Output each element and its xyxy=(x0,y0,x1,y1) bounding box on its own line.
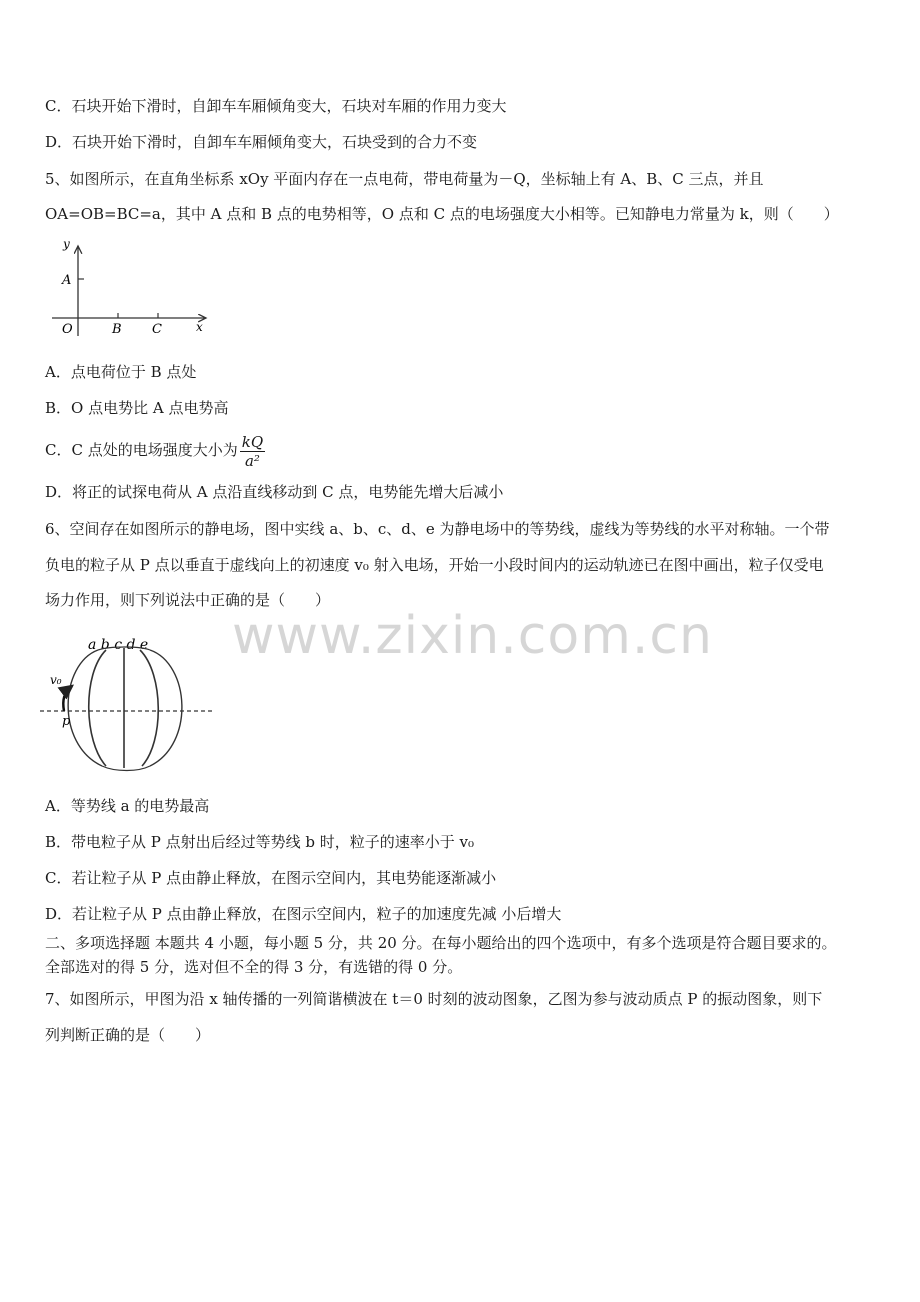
origin-label: O xyxy=(62,322,73,337)
q4-option-d: D．石块开始下滑时，自卸车车厢倾角变大，石块受到的合力不变 xyxy=(45,133,478,151)
q6-equipotential-figure xyxy=(40,634,215,772)
q5-stem-line1: 5、如图所示，在直角坐标系 xOy 平面内存在一点电荷，带电荷量为－Q，坐标轴上有 A、B、C 三点，并且 xyxy=(45,170,764,188)
q5-option-c xyxy=(45,428,265,472)
point-b-label: B xyxy=(112,322,122,337)
y-axis-label: y xyxy=(63,237,70,251)
fraction-numerator: kQ xyxy=(241,432,264,451)
q6-stem-line3: 场力作用，则下列说法中正确的是（ ） xyxy=(45,591,331,609)
q5-option-d: D．将正的试探电荷从 A 点沿直线移动到 C 点，电势能先增大后减小 xyxy=(45,483,504,501)
equipotential-labels: a b c d e xyxy=(88,637,149,653)
equipotential-d xyxy=(140,650,158,766)
point-p-label: p xyxy=(62,714,71,729)
q4-option-c: C．石块开始下滑时，自卸车车厢倾角变大，石块对车厢的作用力变大 xyxy=(45,97,507,115)
watermark: www.zixin.com.cn xyxy=(232,606,713,666)
q5-coordinate-figure xyxy=(48,236,213,341)
q6-option-d: D．若让粒子从 P 点由静止释放，在图示空间内，粒子的加速度先减 小后增大 xyxy=(45,905,562,923)
q6-stem-line2: 负电的粒子从 P 点以垂直于虚线向上的初速度 v₀ 射入电场，开始一小段时间内的运动轨迹已在图中画出，粒子仅受电 xyxy=(45,556,824,574)
q5-option-b: B．O 点电势比 A 点电势高 xyxy=(45,399,229,417)
q6-option-b: B．带电粒子从 P 点射出后经过等势线 b 时，粒子的速率小于 v₀ xyxy=(45,833,475,851)
q5-stem-line2: OA=OB=BC=a，其中 A 点和 B 点的电势相等，O 点和 C 点的电场强度大小相等。已知静电力常量为 k，则（ ） xyxy=(45,205,839,223)
x-axis-label: x xyxy=(196,320,203,334)
q7-stem-line2: 列判断正确的是（ ） xyxy=(45,1026,211,1044)
q6-option-c: C．若让粒子从 P 点由静止释放，在图示空间内，其电势能逐渐减小 xyxy=(45,869,497,887)
point-c-label: C xyxy=(152,322,162,337)
q5-option-a: A．点电荷位于 B 点处 xyxy=(45,363,197,381)
v0-label: v₀ xyxy=(50,673,62,687)
q6-option-a: A．等势线 a 的电势最高 xyxy=(45,797,210,815)
q7-stem-line1: 7、如图所示，甲图为沿 x 轴传播的一列简谐横波在 t＝0 时刻的波动图象，乙图为参与波动质点 P 的振动图象，则下 xyxy=(45,990,823,1008)
equipotential-a xyxy=(68,650,102,766)
fraction-denominator: a² xyxy=(244,451,260,470)
equipotential-b xyxy=(89,650,106,766)
point-a-label: A xyxy=(62,273,72,288)
q5-option-c-text: C．C 点处的电场强度大小为 xyxy=(45,441,238,459)
q6-stem-line1: 6、空间存在如图所示的静电场，图中实线 a、b、c、d、e 为静电场中的等势线，虚线为等势线的水平对称轴。一个带 xyxy=(45,520,830,538)
section2-instructions-line1: 二、多项选择题 本题共 4 小题，每小题 5 分，共 20 分。在每小题给出的四个选项中，有多个选项是符合题目要求的。 xyxy=(45,934,837,952)
q5-option-c-fraction xyxy=(240,433,265,470)
section2-instructions-line2: 全部选对的得 5 分，选对但不全的得 3 分，有选错的得 0 分。 xyxy=(45,958,463,976)
equipotential-e xyxy=(150,650,182,766)
